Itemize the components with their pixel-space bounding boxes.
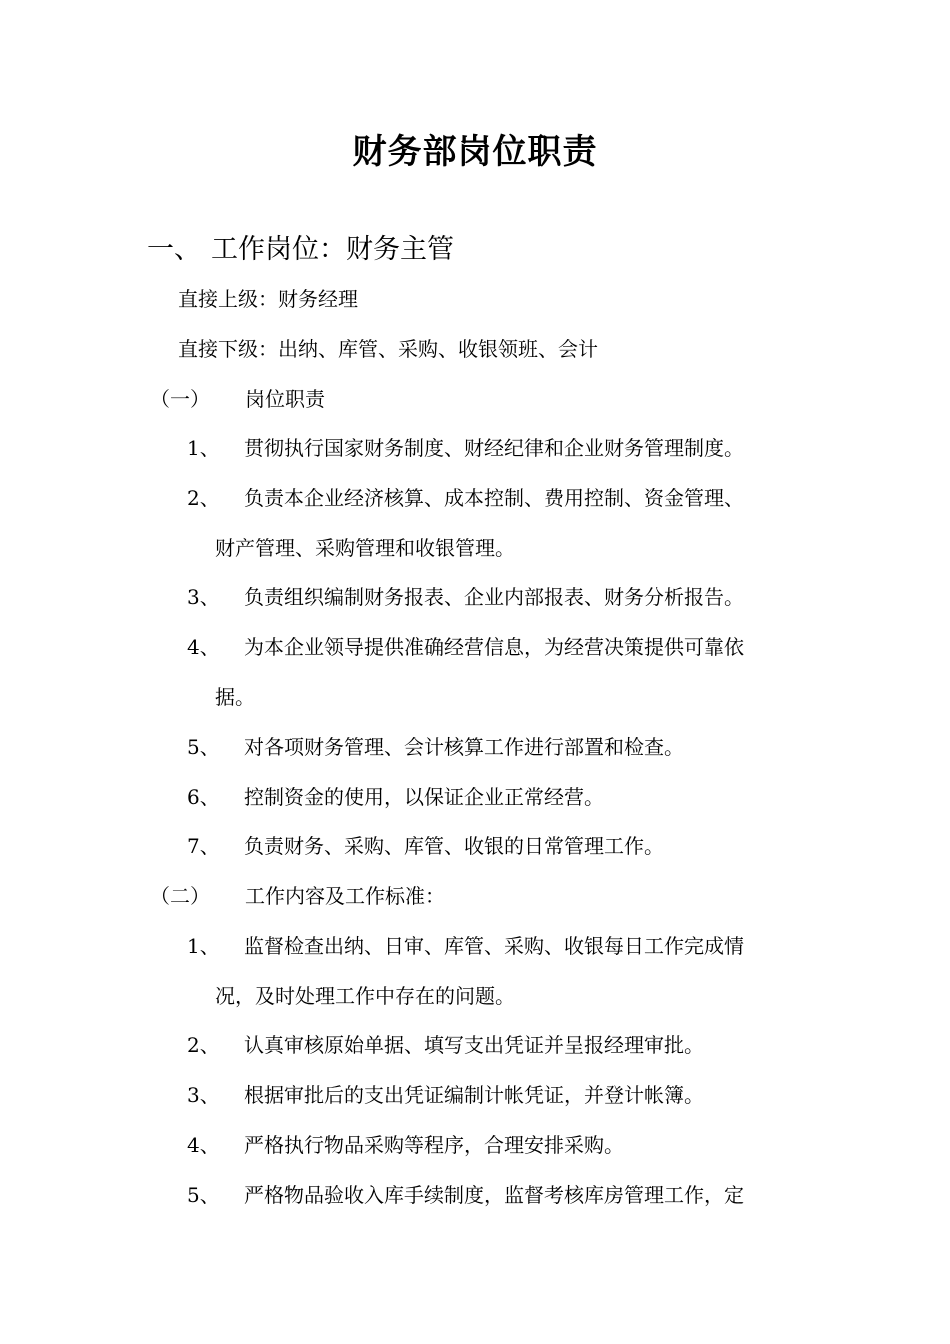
part2-number: （二） [150, 884, 210, 908]
item-text: 为本企业领导提供准确经营信息，为经营决策提供可靠依 [244, 635, 744, 659]
part1-title: 岗位职责 [245, 387, 325, 411]
item-text: 贯彻执行国家财务制度、财经纪律和企业财务管理制度。 [244, 436, 744, 460]
part1-number: （一） [150, 387, 210, 411]
item-continuation: 财产管理、采购管理和收银管理。 [215, 536, 515, 560]
section-title: 工作岗位：财务主管 [211, 234, 454, 265]
part2-title: 工作内容及工作标准： [245, 884, 445, 908]
item-number: 2、 [187, 1033, 220, 1057]
item-number: 4、 [187, 635, 220, 659]
item-number: 3、 [187, 1083, 220, 1107]
item-continuation: 据。 [215, 685, 255, 709]
item-number: 1、 [187, 934, 220, 958]
direct-superior: 直接上级：财务经理 [178, 287, 358, 311]
item-text: 认真审核原始单据、填写支出凭证并呈报经理审批。 [244, 1033, 704, 1057]
item-number: 4、 [187, 1133, 220, 1157]
item-text: 严格执行物品采购等程序，合理安排采购。 [244, 1133, 624, 1157]
item-text: 对各项财务管理、会计核算工作进行部置和检查。 [244, 735, 684, 759]
document-title: 财务部岗位职责 [352, 132, 598, 172]
item-number: 3、 [187, 585, 220, 609]
item-number: 2、 [187, 486, 220, 510]
item-number: 6、 [187, 785, 220, 809]
item-text: 负责财务、采购、库管、收银的日常管理工作。 [244, 834, 664, 858]
item-text: 控制资金的使用，以保证企业正常经营。 [244, 785, 604, 809]
item-number: 7、 [187, 834, 220, 858]
item-continuation: 况，及时处理工作中存在的问题。 [215, 984, 515, 1008]
item-text: 负责组织编制财务报表、企业内部报表、财务分析报告。 [244, 585, 744, 609]
item-number: 5、 [187, 1183, 220, 1207]
item-number: 1、 [187, 436, 220, 460]
item-text: 严格物品验收入库手续制度，监督考核库房管理工作，定 [244, 1183, 744, 1207]
item-text: 监督检查出纳、日审、库管、采购、收银每日工作完成情 [244, 934, 744, 958]
item-number: 5、 [187, 735, 220, 759]
section-number: 一、 [147, 234, 201, 265]
direct-subordinates: 直接下级：出纳、库管、采购、收银领班、会计 [178, 337, 598, 361]
item-text: 根据审批后的支出凭证编制计帐凭证，并登计帐簿。 [244, 1083, 704, 1107]
item-text: 负责本企业经济核算、成本控制、费用控制、资金管理、 [244, 486, 744, 510]
